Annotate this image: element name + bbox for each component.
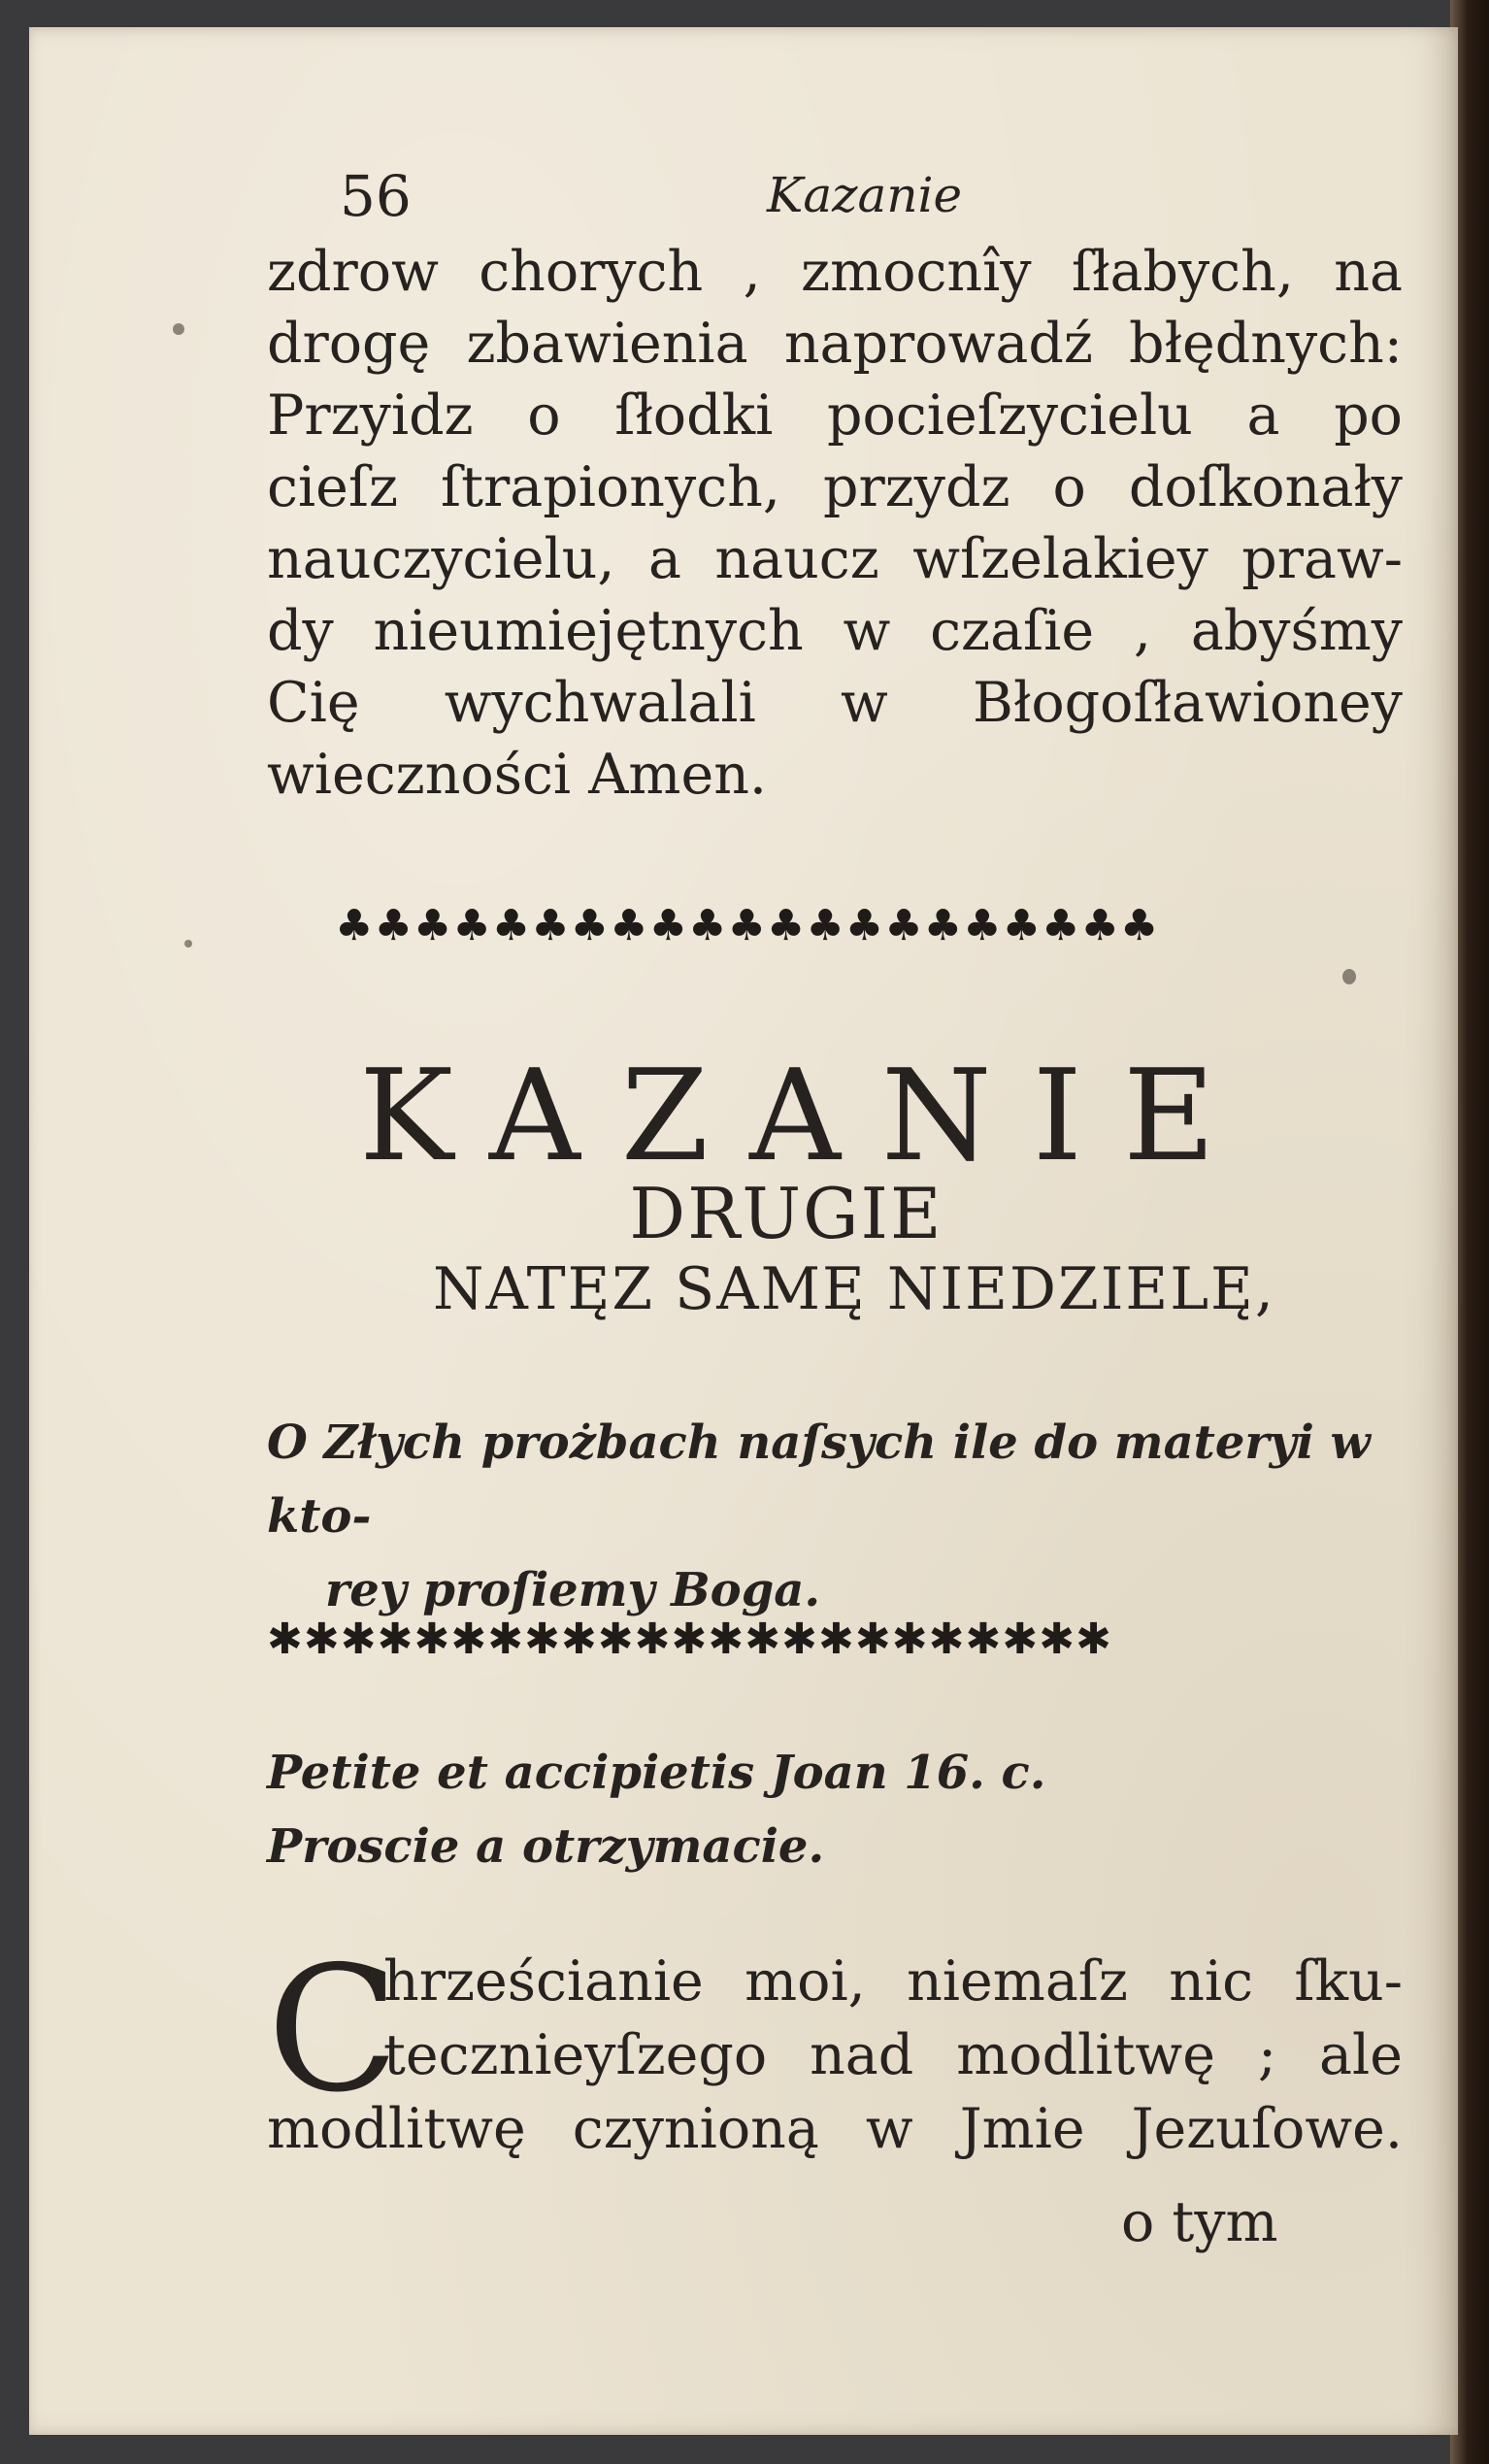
text-line: nauczycielu, a naucz wſzelakiey praw- [267,527,1403,591]
subject-line: rey proſiemy Boga. [325,1563,821,1617]
text-line: zdrow chorych , zmocnîy ſłabych, na [267,240,1403,304]
ink-spot [173,323,184,335]
book-page [29,27,1458,2435]
sermon-opening [267,1929,1403,2166]
page-number: 56 [340,163,412,229]
sermon-occasion: NATĘZ SAMĘ NIEDZIELĘ, [433,1255,1275,1323]
text-line: Przyidz o ſłodki pocieſzycielu a po [267,383,1403,448]
text-line: wieczności Amen. [267,743,768,807]
ornament-band-middle: ✱✱✱✱✱✱✱✱✱✱✱✱✱✱✱✱✱✱✱✱✱✱✱ [267,1615,1112,1664]
drop-cap: C [267,1929,400,2130]
text-line: tecznieyſzego nad modlitwę ; ale [383,2023,1403,2087]
text-line: hrześcianie moi, niemaſz nic ſku- [383,1949,1403,2014]
running-head [340,163,1019,241]
subject-line: O Złych prożbach naſsych ile do materyi w kto- [267,1415,1371,1544]
sermon-subject [267,1406,1403,1627]
ink-spot [1342,969,1356,984]
text-line: modlitwę czynioną w Jmie Jezuſowe. [267,2097,1403,2161]
text-line: Cię wychwalali w Błogoſławioney [267,671,1403,735]
running-title: Kazanie [767,167,963,223]
ink-spot [184,940,192,948]
ornament-band-top: ♣♣♣♣♣♣♣♣♣♣♣♣♣♣♣♣♣♣♣♣♣ [335,901,1160,950]
preceding-sermon-text [267,236,1403,811]
catchword: o tym [1121,2190,1278,2254]
sermon-title: KAZANIE [359,1042,1256,1189]
text-line: drogę zbawienia naprowadź błędnych: [267,312,1403,376]
epigraph-latin: Petite et accipietis Joan 16. c. [267,1746,1046,1800]
sermon-subtitle: DRUGIE [629,1173,943,1254]
epigraph-polish: Proscie a otrzymacie. [267,1819,825,1874]
text-line: cieſz ſtrapionych, przydz o doſkonały [267,455,1403,519]
text-line: dy nieumiejętnych w czaſie , abyśmy [267,599,1403,663]
scripture-epigraph [267,1736,1141,1883]
